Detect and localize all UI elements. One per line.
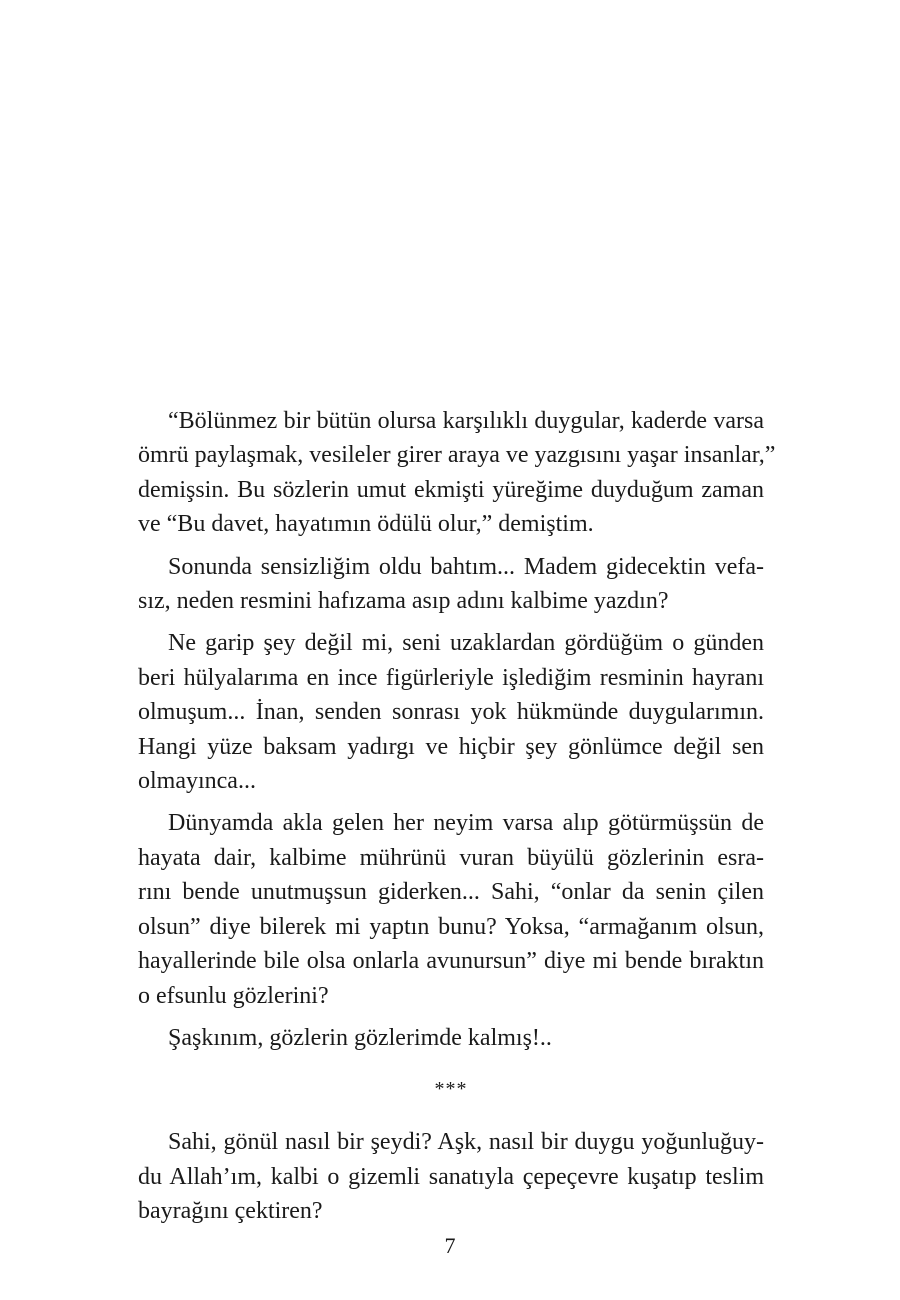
paragraph [138, 626, 764, 798]
text-line: ömrü paylaşmak, vesileler girer araya ve yazgısını yaşar insanlar,” [138, 442, 776, 469]
text-line: hayallerinde bile olsa onlarla avunursun” diye mi bende bıraktın [138, 948, 764, 975]
text-section-before [138, 404, 776, 1055]
paragraph [138, 1021, 764, 1055]
text-line: Hangi yüze baksam yadırgı ve hiçbir şey gönlümce değil sen [138, 733, 764, 760]
text-line: rını bende unutmuşsun giderken... Sahi, “onlar da senin çilen [138, 879, 764, 906]
paragraph [138, 550, 764, 619]
paragraph [138, 404, 776, 542]
text-line: Sonunda sensizliğim oldu bahtım... Madem gidecektin vefa- [168, 553, 764, 580]
text-line: olsun” diye bilerek mi yaptın bunu? Yoksa, “armağanım olsun, [138, 913, 764, 940]
text-line: beri hülyalarıma en ince figürleriyle işlediğim resminin hayranı [138, 664, 764, 691]
text-line: sız, neden resmini hafızama asıp adını kalbime yazdın? [138, 588, 669, 615]
text-line: hayata dair, kalbime mührünü vuran büyülü gözlerinin esra- [138, 844, 764, 871]
text-line: olmuşum... İnan, senden sonrası yok hükmünde duygularımın. [138, 699, 764, 726]
text-line: demişsin. Bu sözlerin umut ekmişti yüreğime duyduğum zaman [138, 476, 764, 503]
section-separator: *** [434, 1078, 468, 1101]
text-line: ve “Bu davet, hayatımın ödülü olur,” demiştim. [138, 511, 594, 538]
body-text [138, 404, 776, 1229]
paragraph [138, 1125, 764, 1228]
text-section-after [138, 1125, 764, 1228]
text-line: bayrağını çektiren? [138, 1198, 323, 1225]
text-line: “Bölünmez bir bütün olursa karşılıklı duygular, kaderde varsa [168, 408, 764, 434]
text-line: du Allah’ım, kalbi o gizemli sanatıyla çepeçevre kuşatıp teslim [138, 1163, 764, 1190]
paragraph [138, 806, 764, 1012]
text-line: olmayınca... [138, 768, 256, 795]
text-line: Sahi, gönül nasıl bir şeydi? Aşk, nasıl bir duygu yoğunluğuy- [168, 1129, 764, 1156]
text-line: Ne garip şey değil mi, seni uzaklardan gördüğüm o günden [168, 630, 764, 657]
text-line: o efsunlu gözlerini? [138, 982, 329, 1009]
page-number: 7 [444, 1233, 456, 1258]
text-line: Şaşkınım, gözlerin gözlerimde kalmış!.. [168, 1024, 552, 1051]
text-line: Dünyamda akla gelen her neyim varsa alıp götürmüşsün de [168, 810, 764, 837]
